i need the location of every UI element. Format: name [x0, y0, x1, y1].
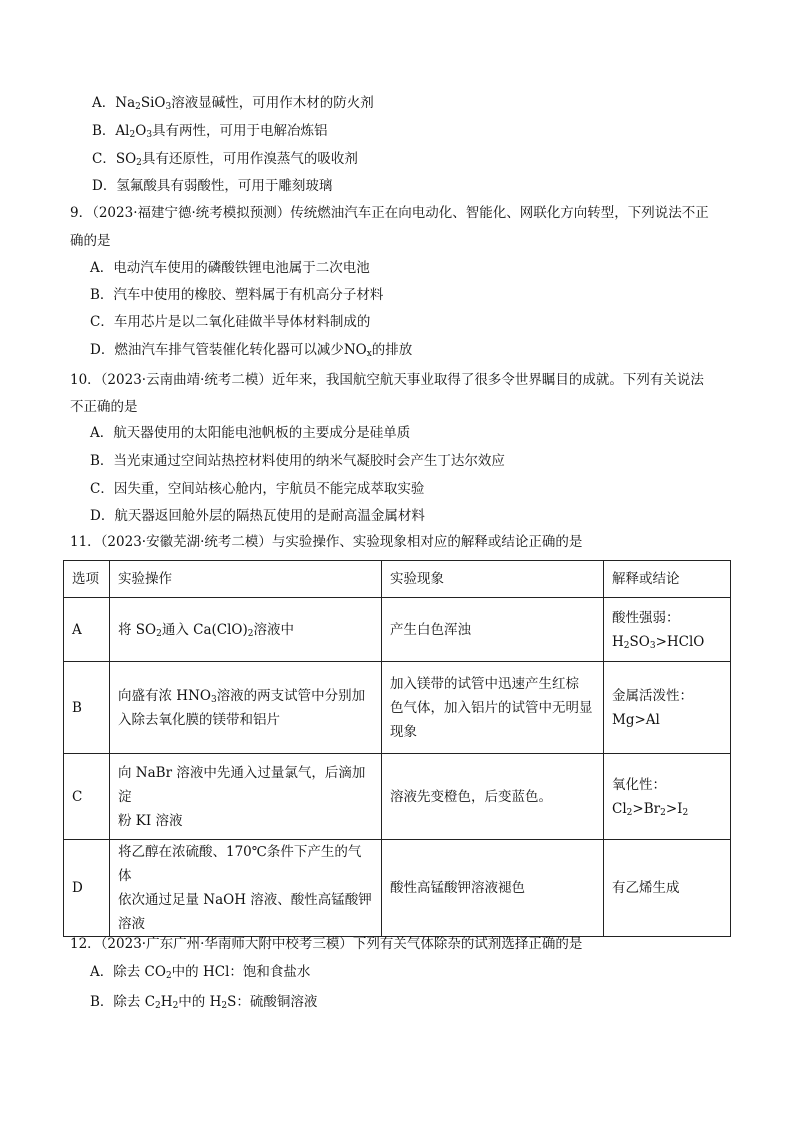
header-option: 选项: [64, 561, 110, 598]
row-b-conclusion: 金属活泼性： Mg>Al: [604, 662, 731, 754]
row-b-option: B: [64, 662, 110, 754]
q9-option-c: C．车用芯片是以二氧化硅做半导体材料制成的: [90, 314, 371, 330]
experiment-table: [63, 560, 731, 937]
row-c-operation: 向 NaBr 溶液中先通入过量氯气，后滴加淀 粉 KI 溶液: [110, 754, 382, 840]
q10-option-a: A．航天器使用的太阳能电池帆板的主要成分是硅单质: [90, 425, 411, 441]
row-b-phenomenon: 加入镁带的试管中迅速产生红棕 色气体，加入铝片的试管中无明显 现象: [382, 662, 604, 754]
row-c-option: C: [64, 754, 110, 840]
header-operation: 实验操作: [110, 561, 382, 598]
q8-option-a: A．$Na_2SiO_3$溶液显碱性，可用作木材的防火剂: [92, 95, 374, 112]
q11-stem: 11．（2023·安徽芜湖·统考二模）与实验操作、实验现象相对应的解释或结论正确的是: [70, 534, 583, 550]
q10-option-b: B．当光束通过空间站热控材料使用的纳米气凝胶时会产生丁达尔效应: [90, 453, 505, 469]
q9-option-a: A．电动汽车使用的磷酸铁锂电池属于二次电池: [90, 260, 370, 276]
row-d-phenomenon: 酸性高锰酸钾溶液褪色: [382, 840, 604, 937]
q9-option-b: B．汽车中使用的橡胶、塑料属于有机高分子材料: [90, 287, 384, 303]
table-row: [64, 754, 731, 840]
q10-stem-line1: 10．（2023·云南曲靖·统考二模）近年来，我国航空航天事业取得了很多令世界瞩目的成就。下列有关说法: [70, 372, 704, 388]
table-row: [64, 598, 731, 662]
row-c-conclusion: 氧化性： $Cl_2>Br_2>I_2$: [604, 754, 731, 840]
row-a-phenomenon: 产生白色浑浊: [382, 598, 604, 662]
row-a-operation: 将 $SO_2$通入 $Ca(ClO)_2$溶液中: [110, 598, 382, 662]
header-conclusion: 解释或结论: [604, 561, 731, 598]
q9-stem-line1: 9．（2023·福建宁德·统考模拟预测）传统燃油汽车正在向电动化、智能化、网联化方向转型，下列说法不正: [70, 205, 709, 221]
q12-option-b: B．除去 $C_2H_2$中的 $H_2S$：硫酸铜溶液: [90, 994, 318, 1011]
table-row: [64, 840, 731, 937]
row-d-conclusion: 有乙烯生成: [604, 840, 731, 937]
q12-option-a: A．除去 $CO_2$中的 HCl：饱和食盐水: [90, 964, 311, 981]
q8-option-c: C．$SO_2$具有还原性，可用作溴蒸气的吸收剂: [92, 151, 358, 168]
row-d-operation: 将乙醇在浓硫酸、170℃条件下产生的气体 依次通过足量 NaOH 溶液、酸性高锰酸钾 溶液: [110, 840, 382, 937]
q9-option-d: D．燃油汽车排气管装催化转化器可以减少$NO_x$的排放: [90, 342, 413, 359]
row-b-operation: 向盛有浓 $HNO_3$溶液的两支试管中分别加 入除去氧化膜的镁带和铝片: [110, 662, 382, 754]
row-c-phenomenon: 溶液先变橙色，后变蓝色。: [382, 754, 604, 840]
row-a-option: A: [64, 598, 110, 662]
q10-option-d: D．航天器返回舱外层的隔热瓦使用的是耐高温金属材料: [90, 508, 425, 524]
header-phenomenon: 实验现象: [382, 561, 604, 598]
q8-option-d: D．氢氟酸具有弱酸性，可用于雕刻玻璃: [92, 178, 333, 194]
q8-option-b: B．$Al_2O_3$具有两性，可用于电解冶炼铝: [92, 123, 328, 140]
q9-stem-line2: 确的是: [70, 233, 111, 249]
q12-stem: 12．（2023·广东广州·华南师大附中校考三模）下列有关气体除杂的试剂选择正确的是: [70, 936, 583, 952]
q10-option-c: C．因失重，空间站核心舱内，宇航员不能完成萃取实验: [90, 481, 425, 497]
row-a-conclusion: 酸性强弱： $H_2SO_3>HClO$: [604, 598, 731, 662]
table-row: [64, 662, 731, 754]
q10-stem-line2: 不正确的是: [70, 399, 138, 415]
table-header-row: [64, 561, 731, 598]
row-d-option: D: [64, 840, 110, 937]
